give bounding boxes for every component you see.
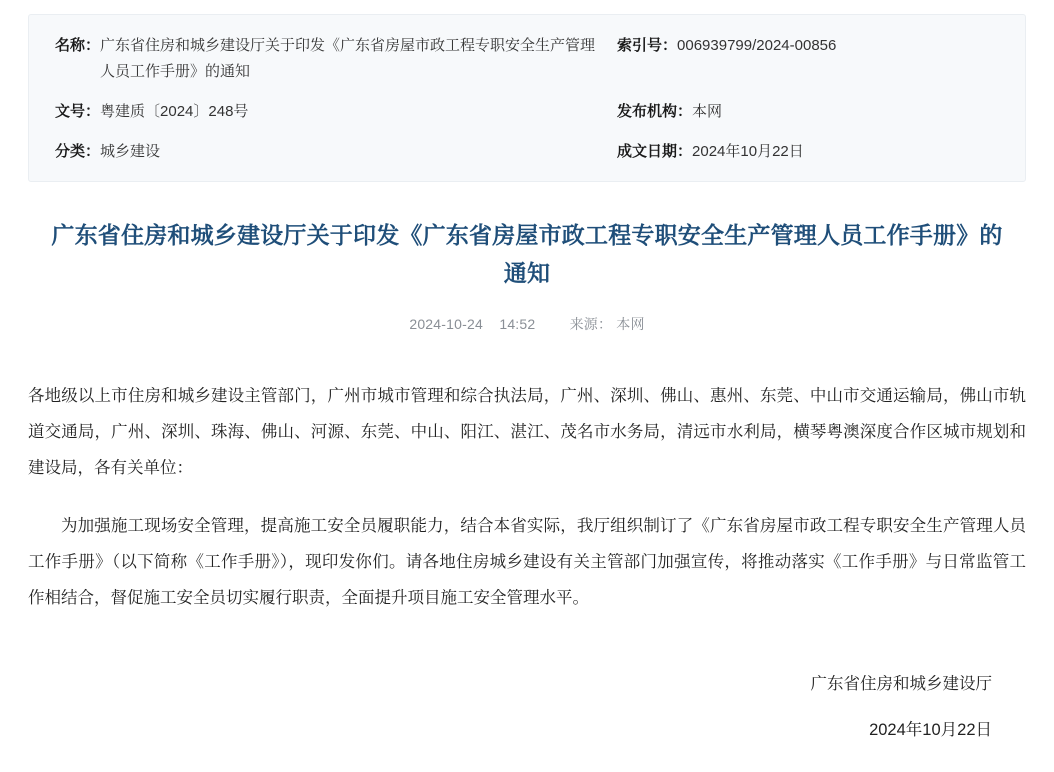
body-paragraph: 为加强施工现场安全管理，提高施工安全员履职能力，结合本省实际，我厅组织制订了《广东省房屋市政工程专职安全生产管理人员工作手册》（以下简称《工作手册》），现印发你们。请各地住房城乡建设有关主管部门加强宣传，将推动落实《工作手册》与日常监管工作相结合，督促施工安全员切实履行职责，全面提升项目施工安全管理水平。 [28, 517, 1026, 607]
meta-value-publisher: 本网 [692, 103, 723, 120]
signature-date: 2024年10月22日 [869, 721, 992, 739]
signature-organization: 广东省住房和城乡建设厅 [810, 675, 992, 693]
article-subinfo [0, 314, 1054, 334]
publish-date: 2024-10-24 [409, 316, 483, 332]
meta-label-issuedate: 成文日期： [617, 143, 693, 160]
meta-value-name: 广东省住房和城乡建设厅关于印发《广东省房屋市政工程专职安全生产管理人员工作手册》的通知 [100, 37, 596, 80]
meta-label-index: 索引号： [617, 37, 678, 54]
meta-field-category [55, 139, 617, 165]
meta-field-publisher [617, 99, 999, 125]
meta-field-docnumber [55, 99, 617, 125]
meta-value-docnumber: 粤建质〔2024〕248号 [100, 103, 249, 120]
meta-label-category: 分类： [55, 143, 101, 160]
meta-label-publisher: 发布机构： [617, 103, 693, 120]
bottom-spacer [0, 750, 1054, 772]
meta-value-category: 城乡建设 [100, 143, 161, 160]
meta-field-issuedate [617, 139, 999, 165]
document-page [0, 14, 1054, 772]
meta-row [55, 33, 999, 85]
page-title: 广东省住房和城乡建设厅关于印发《广东省房屋市政工程专职安全生产管理人员工作手册》的通知 [51, 222, 1003, 286]
meta-field-index [617, 33, 999, 59]
signature-block [0, 664, 992, 750]
meta-label-docnumber: 文号： [55, 103, 101, 120]
publish-time: 14:52 [499, 316, 536, 332]
article-body [28, 378, 1026, 616]
body-paragraph: 各地级以上市住房和城乡建设主管部门，广州市城市管理和综合执法局，广州、深圳、佛山、惠州、东莞、中山市交通运输局，佛山市轨道交通局，广州、深圳、珠海、佛山、河源、东莞、中山、阳江、湛江、茂名市水务局，清远市水利局，横琴粤澳深度合作区城市规划和建设局，各有关单位： [28, 387, 1026, 477]
meta-row [55, 99, 999, 125]
meta-field-name [55, 33, 617, 85]
document-meta-panel [28, 14, 1026, 182]
meta-label-name: 名称： [55, 37, 101, 54]
meta-value-issuedate: 2024年10月22日 [692, 143, 804, 160]
meta-value-index: 006939799/2024-00856 [677, 37, 837, 54]
source-value: 本网 [616, 316, 645, 332]
meta-row [55, 139, 999, 165]
source-label: 来源： [569, 316, 613, 332]
